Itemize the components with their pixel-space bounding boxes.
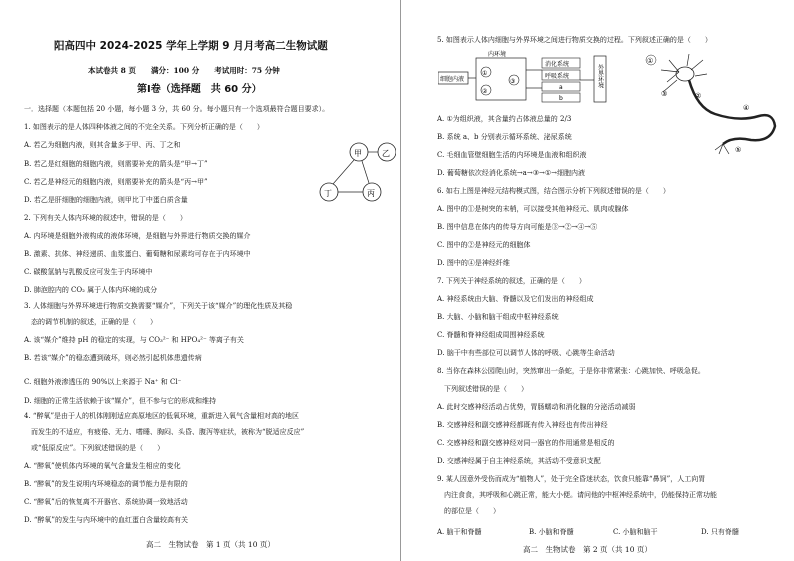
arrow-line bbox=[333, 160, 354, 184]
text-line: 4. “醉氧”是由于人的机体刚刚适应高原地区的低氧环境，重新进入氧气含量相对高的地区 bbox=[24, 412, 300, 420]
text-line: A. 内环境是细胞外液构成的液体环境，是细胞与外界进行物质交换的媒介 bbox=[24, 232, 251, 240]
node-label: 丙 bbox=[367, 189, 375, 198]
text-line: D. “醉氧”的发生与内环境中的血红蛋白含量较高有关 bbox=[24, 516, 188, 524]
text-line: B. 激素、抗体、神经递质、血浆蛋白、葡萄糖和尿素均可存在于内环境中 bbox=[24, 250, 251, 258]
text-line: 3. 人体细胞与外界环境进行物质交换需要“媒介”，下列关于该“媒介”的理化性质及其稳 bbox=[24, 302, 293, 310]
text-line: 而发生的不适应，有疲倦、无力、嗜睡、胸闷、头昏、腹泻等症状，被称为“脱适应反应” bbox=[24, 428, 305, 436]
text-line: A. 此时交感神经活动占优势，胃肠蠕动和消化腺的分泌活动减弱 bbox=[437, 403, 636, 411]
q9-option-b: B. 小脑和脊髓 bbox=[529, 528, 574, 536]
text-line: C. 碳酸氢钠与乳酸反应可发生于内环境中 bbox=[24, 268, 153, 276]
dendrite bbox=[661, 54, 707, 92]
q9-option-d: D. 只有脊髓 bbox=[701, 528, 739, 536]
respiratory-label: 呼吸系统 bbox=[545, 73, 570, 80]
cell-fluid-label: 细胞内液 bbox=[440, 76, 465, 83]
label-number: ③ bbox=[661, 90, 668, 98]
text-line: C. 若乙是神经元的细胞内液，则需要补充的箭头是“丙→甲” bbox=[24, 178, 208, 186]
text-line: D. 细胞的正常生活依赖于该“媒介”，但不参与它的形成和维持 bbox=[24, 397, 216, 405]
q9-option-a: A. 脑干和脊髓 bbox=[437, 528, 482, 536]
axon bbox=[689, 80, 775, 144]
text-line: B. “醉氧”的发生说明内环境稳态的调节能力是有限的 bbox=[24, 480, 188, 488]
node-label: ① bbox=[482, 70, 488, 77]
text-line: D. 肺泡腔内的 CO₂ 属于人体内环境的成分 bbox=[24, 286, 158, 294]
exchange-diagram bbox=[438, 50, 618, 110]
right-page bbox=[400, 0, 794, 561]
text-line: 下列叙述错误的是（ ） bbox=[437, 385, 528, 393]
text-line: D. 图中的④是神经纤维 bbox=[437, 259, 510, 267]
exam-meta: 本试卷共 8 页 满分：100 分 考试用时：75 分钟 bbox=[88, 66, 280, 75]
text-line: 内注食食，其呼吸和心跳正常，能大小便。请问他的中枢神经系统中，仍能保持正常功能 bbox=[437, 491, 717, 499]
node-label: ③ bbox=[510, 78, 516, 85]
text-line: B. 图中信息在体内的传导方向可能是③→②→④→⑤ bbox=[437, 223, 598, 231]
text-line: 1. 如图表示的是人体四种体液之间的不完全关系。下列分析正确的是（ ） bbox=[24, 123, 264, 131]
text-line: C. 脊髓和脊神经组成周围神经系统 bbox=[437, 331, 545, 339]
box-b-label: b bbox=[559, 95, 563, 102]
section-heading: 第Ⅰ卷（选择题 共 60 分） bbox=[137, 84, 262, 95]
text-line: D. 交感神经属于自主神经系统，其活动不受意识支配 bbox=[437, 457, 601, 465]
page-footer: 高二 生物试卷 第 2 页（共 10 页） bbox=[523, 545, 652, 554]
label-number: ⑤ bbox=[735, 146, 742, 154]
text-line: B. 系统 a、b 分别表示循环系统、泌尿系统 bbox=[437, 133, 572, 141]
text-line: 或“低原反应”。下列叙述错误的是（ ） bbox=[24, 444, 165, 452]
text-line: 一．选择题（本题包括 20 小题，每小题 3 分，共 60 分。每小题只有一个选项最符合题目要求）。 bbox=[24, 105, 330, 113]
text-line: 6. 如右上图是神经元结构模式图，结合图示分析下列叙述错误的是（ ） bbox=[437, 187, 670, 195]
text-line: B. 大脑、小脑和脑干组成中枢神经系统 bbox=[437, 313, 559, 321]
neuron-diagram bbox=[639, 52, 789, 157]
cell-body bbox=[676, 67, 694, 81]
text-line: B. 交感神经和副交感神经都既有传入神经也有传出神经 bbox=[437, 421, 608, 429]
node-label: ② bbox=[482, 88, 488, 95]
axon-terminal bbox=[715, 144, 729, 154]
node-label: 乙 bbox=[382, 149, 390, 158]
exam-title: 阳高四中 2024-2025 学年上学期 9 月月考高二生物试题 bbox=[54, 40, 328, 52]
text-line: B. 若该“媒介”的稳态遭到破坏，则必然引起机体患遗传病 bbox=[24, 354, 202, 362]
node-label: 甲 bbox=[354, 149, 362, 158]
q9-option-c: C. 小脑和脑干 bbox=[613, 528, 658, 536]
text-line: B. 若乙是红细胞的细胞内液，则需要补充的箭头是“甲→丁” bbox=[24, 160, 208, 168]
text-line: A. 神经系统由大脑、脊髓以及它们发出的神经组成 bbox=[437, 295, 594, 303]
text-line: D. 若乙是肝细胞的细胞内液，则甲比丁中蛋白质含量 bbox=[24, 196, 188, 204]
label-number: ① bbox=[647, 57, 654, 65]
text-line: A. “醉氧”使机体内环境的氧气含量发生相应的变化 bbox=[24, 462, 181, 470]
text-line: C. 图中的②是神经元的细胞体 bbox=[437, 241, 531, 249]
label-number: ④ bbox=[743, 104, 750, 112]
text-line: 7. 下列关于神经系统的叙述，正确的是（ ） bbox=[437, 277, 586, 285]
node-label: 丁 bbox=[324, 189, 332, 198]
text-line: 8. 当你在森林公园爬山时，突然窜出一条蛇，于是你非常紧张：心跳加快、呼吸急促。 bbox=[437, 367, 705, 375]
text-line: C. 毛细血管壁细胞生活的内环境是血液和组织液 bbox=[437, 151, 587, 159]
text-line: A. ①为组织液，其含量约占体液总量的 2/3 bbox=[437, 115, 572, 123]
label-number: ② bbox=[695, 92, 702, 100]
internal-env-label: 内环境 bbox=[488, 51, 507, 58]
text-line: C. 交感神经和副交感神经对同一器官的作用通常是相反的 bbox=[437, 439, 615, 447]
text-line: D. 脑干中有些部位可以调节人体的呼吸、心跳等生命活动 bbox=[437, 349, 615, 357]
text-line: A. 图中的①是树突的末梢，可以接受其他神经元、肌肉或腺体 bbox=[437, 205, 629, 213]
text-line: C. “醉氧”后的恢复离不开器官、系统协调一致地活动 bbox=[24, 498, 188, 506]
page-footer: 高二 生物试卷 第 1 页（共 10 页） bbox=[146, 540, 275, 549]
text-line: 态的调节机制的叙述，正确的是（ ） bbox=[24, 318, 157, 326]
text-line: A. 若乙为细胞内液，则其含量多于甲、丙、丁之和 bbox=[24, 141, 181, 149]
text-line: 的部位是（ ） bbox=[437, 507, 500, 515]
external-env-label: 外界环境 bbox=[596, 64, 604, 88]
text-line: 9. 某人因意外受伤而成为“植物人”，处于完全昏迷状态，饮食只能靠“鼻饲”，人工向胃 bbox=[437, 475, 706, 483]
text-line: D. 葡萄糖依次经消化系统→a→③→①→细胞内液 bbox=[437, 169, 585, 177]
body-fluid-diagram bbox=[316, 140, 396, 206]
arrow-line bbox=[362, 161, 369, 183]
digestive-label: 消化系统 bbox=[545, 61, 570, 68]
question-5-stem: 5. 如图表示人体内细胞与外界环境之间进行物质交换的过程。下列叙述正确的是（ ） bbox=[437, 36, 712, 44]
text-line: 2. 下列有关人体内环境的叙述中，错误的是（ ） bbox=[24, 214, 187, 222]
text-line: C. 细胞外液渗透压的 90%以上来源于 Na⁺ 和 Cl⁻ bbox=[24, 378, 182, 386]
text-line: A. 该“媒介”维持 pH 的稳定的实现，与 CO₃²⁻ 和 HPO₄²⁻ 等离子有关 bbox=[24, 336, 244, 344]
box-a-label: a bbox=[559, 84, 563, 91]
